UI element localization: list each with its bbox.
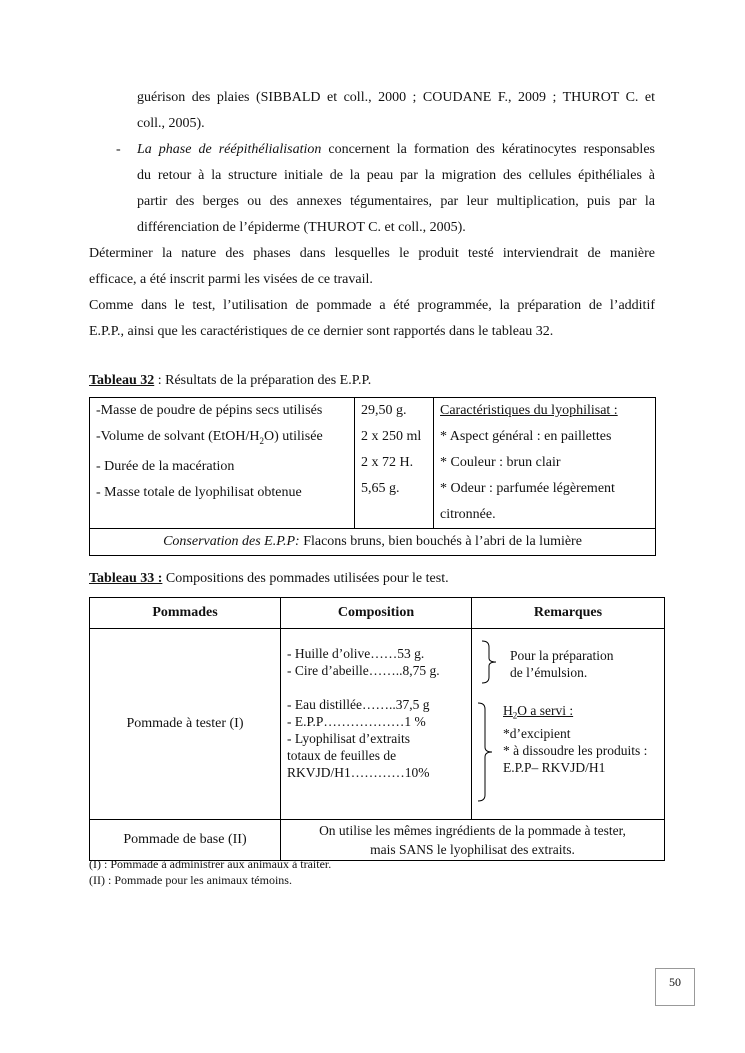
para1-line2: coll., 2005). bbox=[137, 116, 205, 131]
table32-values-cell bbox=[355, 398, 434, 529]
table32-conservation-cell bbox=[90, 529, 656, 556]
remark-2-item1: *d’excipient bbox=[503, 725, 571, 741]
table32-char-1: * Aspect général : en paillettes bbox=[440, 429, 612, 444]
table32-label-4: - Masse totale de lyophilisat obtenue bbox=[96, 484, 302, 500]
remark-2-title: $H_2O$ a servi : bbox=[503, 703, 574, 721]
table33-caption-text: Compositions des pommades utilisées pour le test. bbox=[162, 571, 449, 586]
table32 bbox=[89, 397, 656, 556]
bullet-line2: du retour à la structure initiale de la peau par la migration des cellules épithéliales à bbox=[137, 168, 655, 183]
table32-caption-text: : Résultats de la préparation des E.P.P. bbox=[154, 373, 372, 388]
comp-olive: - Huille d’olive……53 g. bbox=[287, 646, 425, 661]
table33-header-composition: Composition bbox=[281, 598, 472, 629]
comp-lyophilisat: - Lyophilisat d’extraits bbox=[287, 731, 410, 746]
bullet-line1 bbox=[137, 137, 655, 163]
para1-line1: guérison des plaies (SIBBALD et coll., 2000 ; COUDANE F., 2009 ; THUROT C. et bbox=[137, 90, 655, 105]
table33-header-remarques: Remarques bbox=[472, 598, 665, 629]
page-number: 50 bbox=[655, 968, 695, 1006]
table32-char-3: * Odeur : parfumée légèrement bbox=[440, 481, 615, 496]
table32-char-title: Caractéristiques du lyophilisat : bbox=[440, 403, 618, 418]
table33-row1-remarks bbox=[472, 629, 665, 820]
table33-caption bbox=[89, 571, 449, 587]
table32-label-1: -Masse de poudre de pépins secs utilisés bbox=[96, 403, 323, 418]
bullet-dash: - bbox=[116, 142, 121, 157]
table33 bbox=[89, 597, 665, 861]
table32-char-2: * Couleur : brun clair bbox=[440, 455, 561, 470]
table32-labels-cell bbox=[90, 398, 355, 529]
note-1: (I) : Pommade à administrer aux animaux à traiter. bbox=[89, 857, 332, 871]
table32-caption bbox=[89, 373, 371, 389]
table32-characteristics-cell bbox=[434, 398, 656, 529]
table32-label-3: - Durée de la macération bbox=[96, 458, 235, 474]
table32-caption-label: Tableau 32 bbox=[89, 373, 155, 388]
table32-conservation-label: Conservation des E.P.P: bbox=[163, 534, 300, 549]
table33-row2-composition bbox=[281, 820, 665, 861]
remark-1-line1: Pour la préparation bbox=[510, 648, 614, 663]
remark-1 bbox=[510, 647, 613, 681]
table33-row1-name: Pommade à tester (I) bbox=[90, 629, 281, 820]
table33-row2-name: Pommade de base (II) bbox=[90, 820, 281, 861]
comp-cire: - Cire d’abeille……..8,75 g. bbox=[287, 663, 440, 678]
note-2: (II) : Pommade pour les animaux témoins. bbox=[89, 873, 292, 887]
remark-2-item3: E.P.P– RKVJD/H1 bbox=[503, 759, 606, 775]
para3-line2: E.P.P., ainsi que les caractéristiques de ce dernier sont rapportés dans le tableau 32. bbox=[89, 324, 554, 339]
comp-epp: - E.P.P………………1 % bbox=[287, 714, 426, 729]
table32-conservation-text: Flacons bruns, bien bouchés à l’abri de la lumière bbox=[299, 534, 582, 549]
bullet-line3: partir des berges ou des annexes tégumentaires, par leur multiplication, puis par la bbox=[137, 194, 655, 209]
para2-line2: efficace, a été inscrit parmi les visées de ce travail. bbox=[89, 272, 373, 287]
remark-2 bbox=[503, 702, 647, 776]
table33-caption-label: Tableau 33 : bbox=[89, 571, 163, 586]
table33-row1-composition bbox=[281, 629, 472, 820]
table32-value-2: 2 x 250 ml bbox=[361, 429, 422, 444]
bullet-line1-rest: concernent la formation des kératinocytes responsables bbox=[321, 142, 655, 157]
row2-comp-line2: mais SANS le lyophilisat des extraits. bbox=[370, 842, 575, 857]
remark-2-item2: * à dissoudre les produits : bbox=[503, 742, 648, 758]
remark-1-line2: de l’émulsion. bbox=[510, 665, 588, 680]
comp-eau: - Eau distillée……..37,5 g bbox=[287, 697, 430, 712]
bullet-line4: différenciation de l’épiderme (THUROT C. et coll., 2005). bbox=[137, 220, 466, 235]
table32-value-3: 2 x 72 H. bbox=[361, 455, 414, 470]
brace-2-icon bbox=[476, 701, 496, 803]
table32-value-4: 5,65 g. bbox=[361, 481, 400, 496]
brace-1-icon bbox=[480, 639, 500, 685]
para2-line1: Déterminer la nature des phases dans lesquelles le produit testé interviendrait de manière bbox=[89, 246, 655, 261]
comp-rkvjd: RKVJD/H1…………10% bbox=[287, 765, 430, 780]
para3-line1: Comme dans le test, l’utilisation de pommade a été programmée, la préparation de l’additif bbox=[89, 298, 655, 313]
table32-value-1: 29,50 g. bbox=[361, 403, 407, 418]
bullet-italic-term: La phase de réépithélialisation bbox=[137, 142, 322, 157]
table32-char-4: citronnée. bbox=[440, 507, 496, 522]
row2-comp-line1: On utilise les mêmes ingrédients de la pommade à tester, bbox=[319, 823, 626, 838]
comp-totaux: totaux de feuilles de bbox=[287, 748, 397, 763]
table32-label-2: -Volume de solvant $(EtOH/H_2O)$ utilisée bbox=[96, 429, 323, 446]
table33-header-pommades: Pommades bbox=[90, 598, 281, 629]
